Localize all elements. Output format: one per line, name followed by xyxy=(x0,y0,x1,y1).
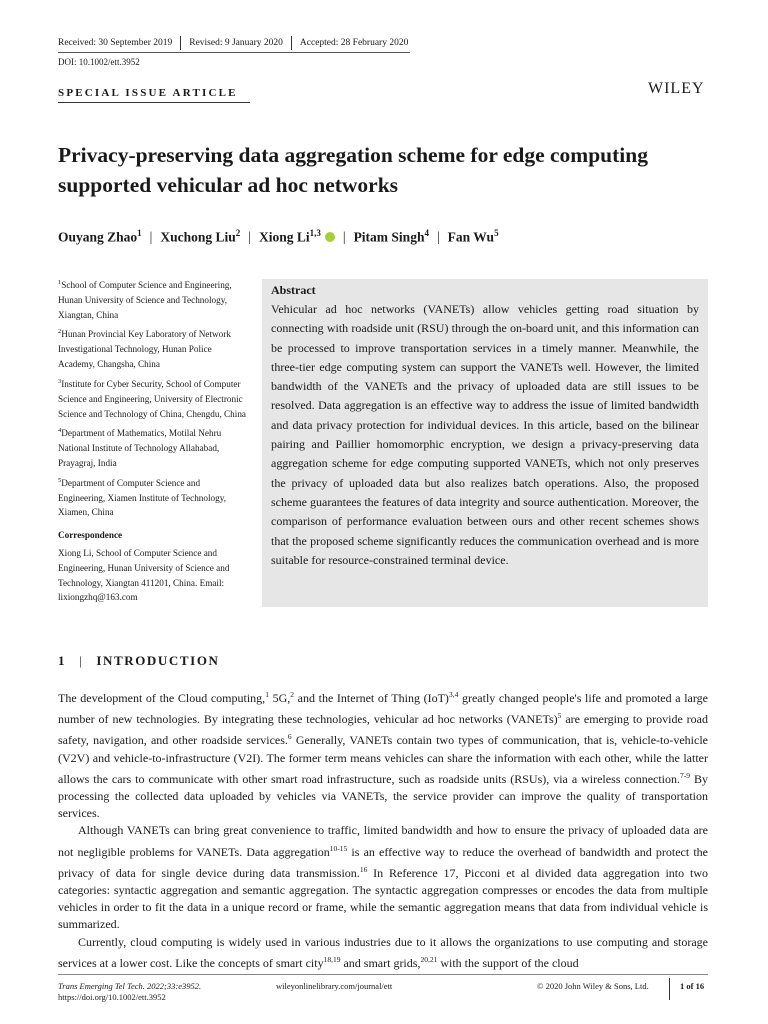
footer-citation xyxy=(58,981,201,1003)
received-date: Received: 30 September 2019 xyxy=(58,38,173,48)
author-affiliation-marker: 5 xyxy=(494,228,499,238)
footer-divider xyxy=(669,978,670,1000)
affiliation-item: $^3$Institute for Cyber Security, School of Computer Science and Engineering, University of Electronic Science and Technology of China, Chengdu, China xyxy=(58,377,247,419)
citation-ref[interactable]: 3,4 xyxy=(448,690,459,699)
author-affiliation-marker: 1,3 xyxy=(309,228,321,238)
paper-title: Privacy-preserving data aggregation scheme for edge computing supported vehicular ad hoc networks xyxy=(58,143,648,197)
correspondence-email[interactable]: Email: lixiongzhq@163.com xyxy=(58,577,225,603)
header-rule xyxy=(58,52,410,53)
doi[interactable]: DOI: 10.1002/ett.3952 xyxy=(58,57,140,67)
affiliation-item: $^5$Department of Computer Science and Engineering, Xiamen Institute of Technology, Xiamen, China xyxy=(58,476,227,518)
author-affiliation-marker: 1 xyxy=(137,228,142,238)
affiliation-item: $^1$School of Computer Science and Engineering, Hunan University of Science and Technology, Xiangtan, China xyxy=(58,279,232,320)
orcid-icon[interactable] xyxy=(325,232,335,242)
author-name[interactable]: Fan Wu$^5$ xyxy=(447,228,499,245)
author-name[interactable]: Ouyang Zhao$^1$ xyxy=(58,228,142,245)
paragraph: Although VANETs can bring great convenience to traffic, limited bandwidth and how to ensure the privacy of uploaded data are not negligible problems for VANETs. Data aggregation$^{10-15}$ is an effective way to reduce the overhead of bandwidth and protect the privacy of data for single device during data transmission.$^{16}$ In Reference 17, Picconi et al divided data aggregation into two categories: syntactic aggregation and semantic aggregation. The syntactic aggregation compresses or encodes the data from multiple vehicles in order to fit the data in a unique record or frame, while the semantic aggregation means that data from individual vehicle is summarized. xyxy=(58,823,709,932)
journal-site-link[interactable]: wileyonlinelibrary.com/journal/ett xyxy=(276,981,393,991)
accepted-date: Accepted: 28 February 2020 xyxy=(299,38,409,48)
citation-ref[interactable]: 5 xyxy=(557,711,562,721)
divider xyxy=(180,36,181,50)
citation-ref[interactable]: 16 xyxy=(359,864,368,874)
abstract-box xyxy=(262,279,708,607)
author-list xyxy=(58,228,499,246)
author-separator: | xyxy=(342,228,346,244)
revised-date: Revised: 9 January 2020 xyxy=(189,38,283,48)
publication-dates xyxy=(58,36,408,50)
paragraph: Currently, cloud computing is widely used in various industries due to it allows the organizations to use computing and storage services at a lower cost. Like the concepts of smart city$^{18,19}$ and smart grids,$^{20,21}$ with the support of the cloud xyxy=(58,934,708,970)
journal-citation: Trans Emerging Tel Tech. 2022;33:e3952. xyxy=(58,981,202,991)
correspondence-address: Xiong Li, School of Computer Science and Engineering, Hunan University of Science and Technology, Xiangtan 411201, China. xyxy=(58,548,230,588)
body-text xyxy=(58,686,708,972)
author-separator: | xyxy=(149,228,153,244)
section-heading xyxy=(58,653,220,669)
author-separator: | xyxy=(436,228,440,244)
article-type-underline xyxy=(58,102,250,103)
citation-ref[interactable]: 7-9 xyxy=(680,770,691,780)
citation-ref[interactable]: 20,21 xyxy=(420,954,438,964)
affiliation-number: 2 xyxy=(58,328,62,336)
citation-ref[interactable]: 18,19 xyxy=(323,954,341,964)
author-name[interactable]: Pitam Singh$^4$ xyxy=(353,228,429,245)
citation-ref[interactable]: 6 xyxy=(287,732,292,742)
affiliation-item: $^2$Hunan Provincial Key Laboratory of Network Investigational Technology, Hunan Police Academy, Changsha, China xyxy=(58,328,231,370)
affiliation-item: $^4$Department of Mathematics, Motilal Nehru National Institute of Technology Allahabad, Prayagraj, India xyxy=(58,427,222,469)
page-number: 1 of 16 xyxy=(680,981,705,991)
abstract-heading: Abstract xyxy=(271,283,316,297)
affiliations xyxy=(58,276,248,605)
affiliation-number: 4 xyxy=(58,427,62,435)
publisher-logo: WILEY xyxy=(648,80,705,97)
divider xyxy=(291,36,292,50)
section-title: INTRODUCTION xyxy=(96,653,220,668)
affiliation-number: 1 xyxy=(58,279,62,286)
author-affiliation-marker: 2 xyxy=(235,228,241,238)
article-type: SPECIAL ISSUE ARTICLE xyxy=(58,87,238,99)
paragraph: The development of the Cloud computing,$^1$ 5G,$^2$ and the Internet of Thing (IoT)$^{3,4}$ greatly changed people's life and promoted a large number of new technologies. By integrating these technologies, vehicular ad hoc networks (VANETs)$^5$ are emerging to provide road safety, navigation, and other roadside services.$^6$ Generally, VANETs contain two types of communication, that is, vehicle-to-vehicle (V2V) and vehicle-to-infrastructure (V2I). The former term means vehicles can share the information with each other, while the latter allows the cars to communicate with other smart road infrastructure, such as roadside units (RSUs), via a wireless connection.$^{7-9}$ By processing the collected data uploaded by vehicles via VANETs, the service provider can improve the quality of transportation services. xyxy=(58,690,709,821)
citation-ref[interactable]: 1 xyxy=(265,690,269,699)
abstract-text: Vehicular ad hoc networks (VANETs) allow vehicles getting road situation by connecting with roadside unit (RSU) through the on-board unit, and this information can be processed to improve transportation services in a timely manner. Meanwhile, the three-tier edge computing system can support the VANETs well. However, the limited bandwidth of the VANETs and the privacy of uploaded data are still issues to be resolved. Data aggregation is an effective way to address the issue of limited bandwidth and data privacy protection for individual devices. In this article, based on the bilinear pairing and Paillier homomorphic encryption, we design a privacy-preserving data aggregation scheme for edge computing supported VANETs, which not only preserves the privacy of uploaded data but also realizes batch operations. Also, the proposed scheme guarantees the features of data integrity and source authentication. Moreover, the comparison of performance evaluation between ours and other recent schemes shows that the proposed scheme significantly reduces the communication overhead and is more suitable for resource-constrained terminal device. xyxy=(271,302,699,567)
author-separator: | xyxy=(248,228,251,244)
affiliation-number: 5 xyxy=(58,476,62,484)
correspondence-heading: Correspondence xyxy=(58,530,123,541)
footer-rule xyxy=(58,974,708,975)
copyright: © 2020 John Wiley & Sons, Ltd. xyxy=(537,981,649,991)
doi-link[interactable]: https://doi.org/10.1002/ett.3952 xyxy=(58,992,166,1002)
section-number: 1 xyxy=(58,653,67,668)
author-name[interactable]: Xiong Li$^{1,3}$ xyxy=(258,228,321,245)
section-divider: | xyxy=(79,653,84,668)
citation-ref[interactable]: 10-15 xyxy=(329,843,348,853)
affiliation-number: 3 xyxy=(58,377,62,385)
author-name[interactable]: Xuchong Liu$^2$ xyxy=(160,228,241,245)
author-affiliation-marker: 4 xyxy=(424,228,429,238)
citation-ref[interactable]: 2 xyxy=(290,690,294,699)
